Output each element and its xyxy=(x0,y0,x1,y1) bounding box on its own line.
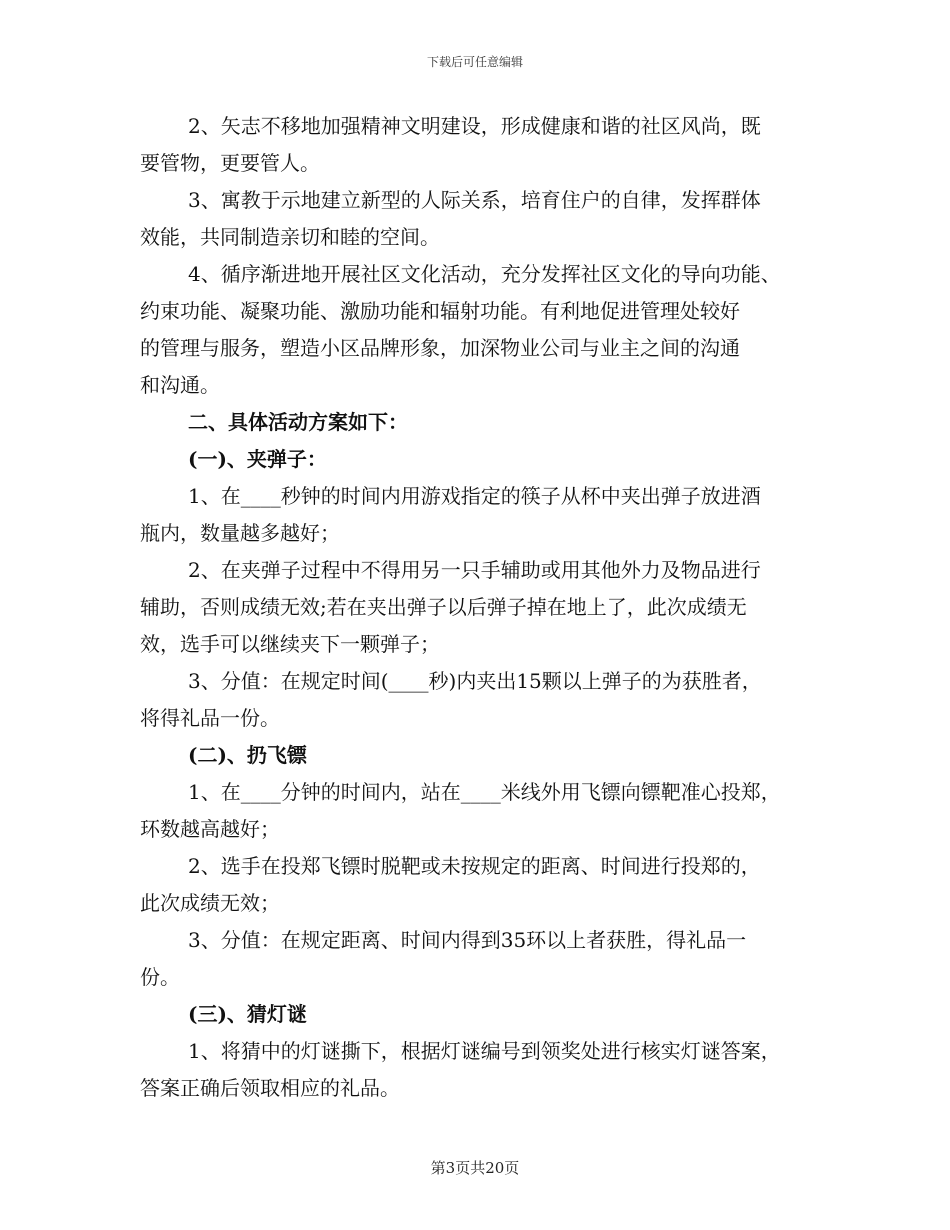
page-footer: 第3页共20页 xyxy=(430,1159,520,1177)
darts-rule-2: 2、选手在投郑飞镖时脱靶或未按规定的距离、时间进行投郑的， 此次成绩无效； xyxy=(140,854,761,915)
page-header: 下载后可任意编辑 xyxy=(426,55,523,69)
subsection-heading-riddles: (三)、猜灯谜 xyxy=(188,1002,307,1026)
subsection-heading-marbles: (一)、夹弹子： xyxy=(188,447,327,471)
darts-rule-3: 3、分值：在规定距离、时间内得到35环以上者获胜，得礼品一 份。 xyxy=(140,928,747,989)
paragraph-item-4: 4、循序渐进地开展社区文化活动，充分发挥社区文化的导向功能、 约束功能、凝聚功能、激励功能和辐射功能。有利地促进管理处较好 的管理与服务，塑造小区品牌形象，加深物业公司与业主之间的沟通 和沟通。 xyxy=(140,262,781,397)
marbles-rule-2: 2、在夹弹子过程中不得用另一只手辅助或用其他外力及物品进行 辅助，否则成绩无效;若在夹出弹子以后弹子掉在地上了，此次成绩无 效，选手可以继续夹下一颗弹子； xyxy=(140,558,761,656)
marbles-rule-1: 1、在____秒钟的时间内用游戏指定的筷子从杯中夹出弹子放进酒 瓶内，数量越多越好； xyxy=(140,484,761,545)
paragraph-item-2: 2、矢志不移地加强精神文明建设，形成健康和谐的社区风尚，既 要管物，更要管人。 xyxy=(140,114,761,175)
subsection-heading-darts: (二)、扔飞镖 xyxy=(188,743,307,767)
document-body xyxy=(140,108,820,1107)
section-heading-activity-plan: 二、具体活动方案如下： xyxy=(188,410,408,434)
riddles-rule-1: 1、将猜中的灯谜撕下，根据灯谜编号到领奖处进行核实灯谜答案， 答案正确后领取相应的礼品。 xyxy=(140,1039,781,1100)
marbles-rule-3: 3、分值：在规定时间(____秒)内夹出15颗以上弹子的为获胜者， 将得礼品一份。 xyxy=(140,669,762,730)
paragraph-item-3: 3、寓教于示地建立新型的人际关系，培育住户的自律，发挥群体 效能，共同制造亲切和睦的空间。 xyxy=(140,188,761,249)
darts-rule-1: 1、在____分钟的时间内，站在____米线外用飞镖向镖靶准心投郑， 环数越高越好； xyxy=(140,780,781,841)
